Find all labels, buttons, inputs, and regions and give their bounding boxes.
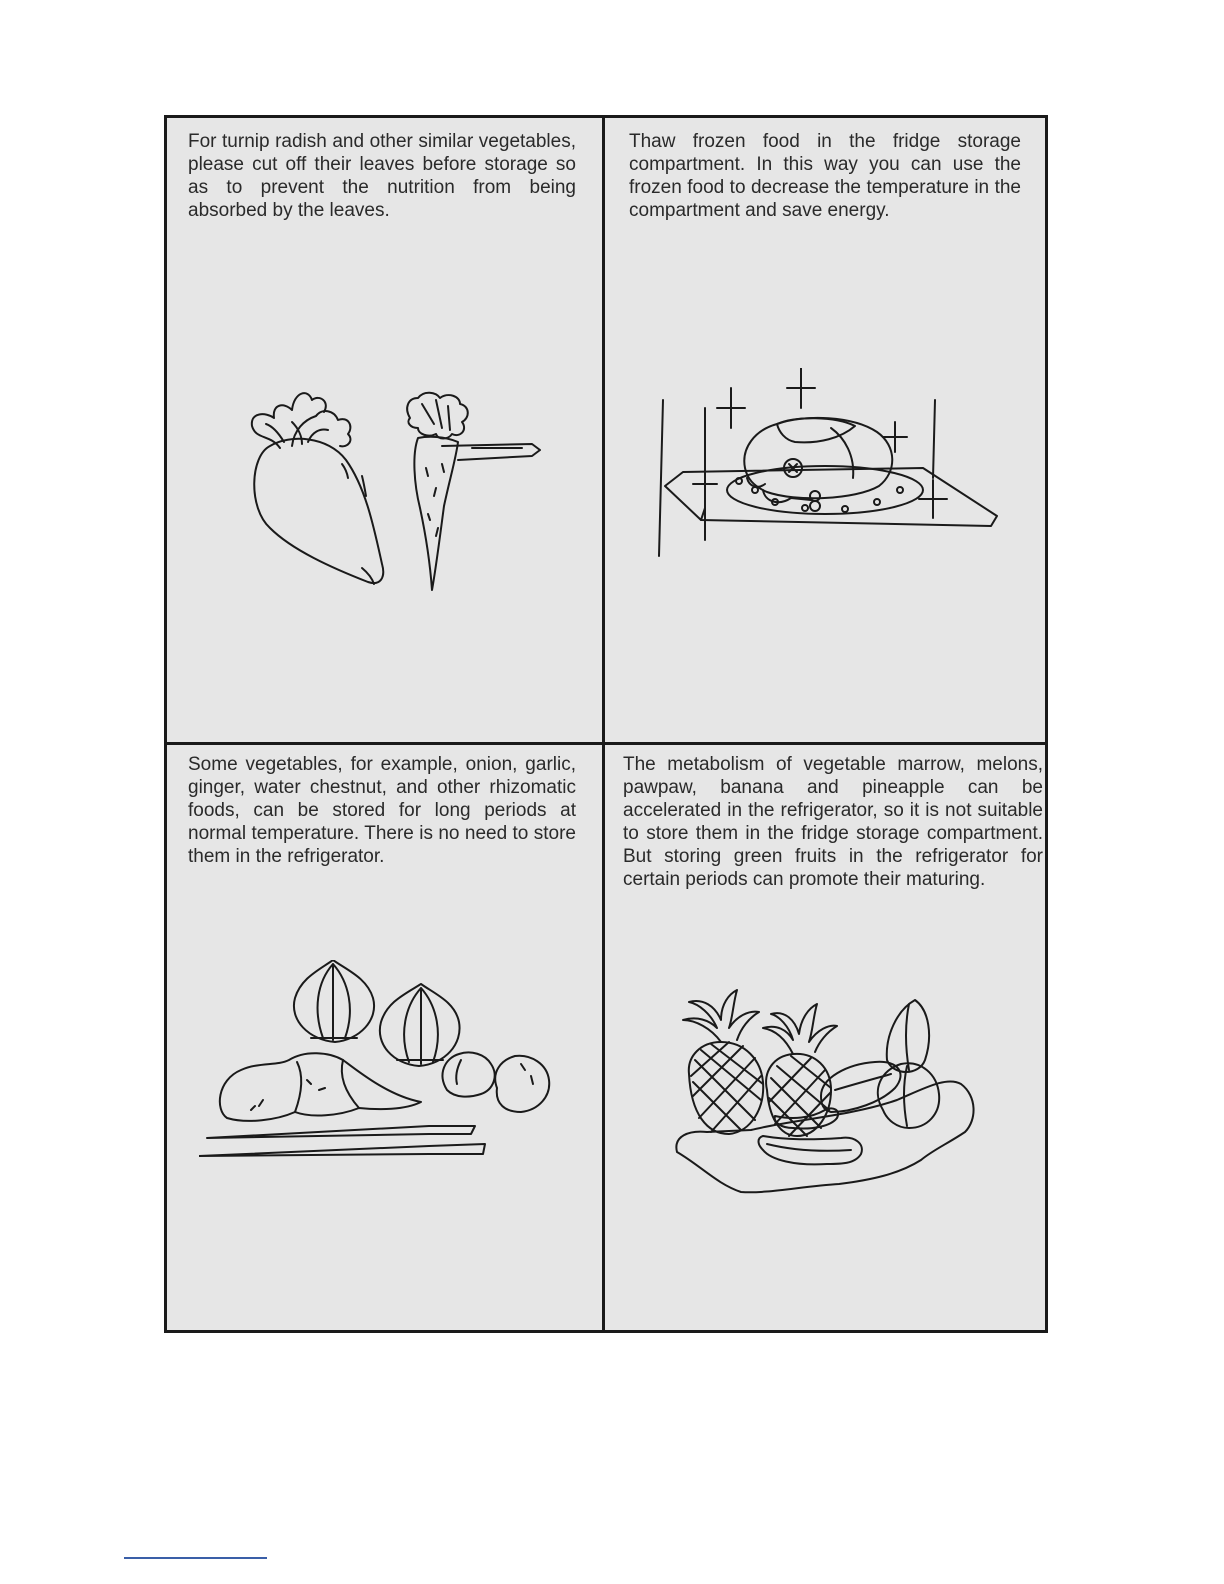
panel-fruits-text: The metabolism of vegetable marrow, melons, pawpaw, banana and pineapple can be accelerated in the refrigerator, so it is not suitable to store them in the fridge storage compartment. But storing green fruits in the refrigerator for certain periods can promote their maturing. xyxy=(623,754,1043,890)
frozen-chicken-shelf-icon xyxy=(645,368,1005,568)
panel-rhizome xyxy=(167,745,602,1330)
turnip-radish-icon xyxy=(222,368,552,598)
panel-thaw-text: Thaw frozen food in the fridge storage compartment. In this way you can use the frozen food to decrease the temperature in the compartment and save energy. xyxy=(629,131,1021,221)
panel-rhizome-text: Some vegetables, for example, onion, garlic, ginger, water chestnut, and other rhizomatic foods, can be stored for long periods at normal temperature. There is no need to store them in the refrigerator. xyxy=(188,754,576,867)
tropical-fruits-icon xyxy=(671,980,991,1210)
panel-fruits xyxy=(605,745,1045,1330)
panel-thaw xyxy=(605,118,1045,742)
panel-turnip xyxy=(167,118,602,742)
storage-tips-grid xyxy=(164,115,1048,1333)
panel-turnip-text: For turnip radish and other similar vegetables, please cut off their leaves before storage so as to prevent the nutrition from being absorbed by the leaves. xyxy=(188,131,576,221)
onion-garlic-ginger-icon xyxy=(199,960,569,1170)
footnote-rule xyxy=(124,1557,267,1559)
